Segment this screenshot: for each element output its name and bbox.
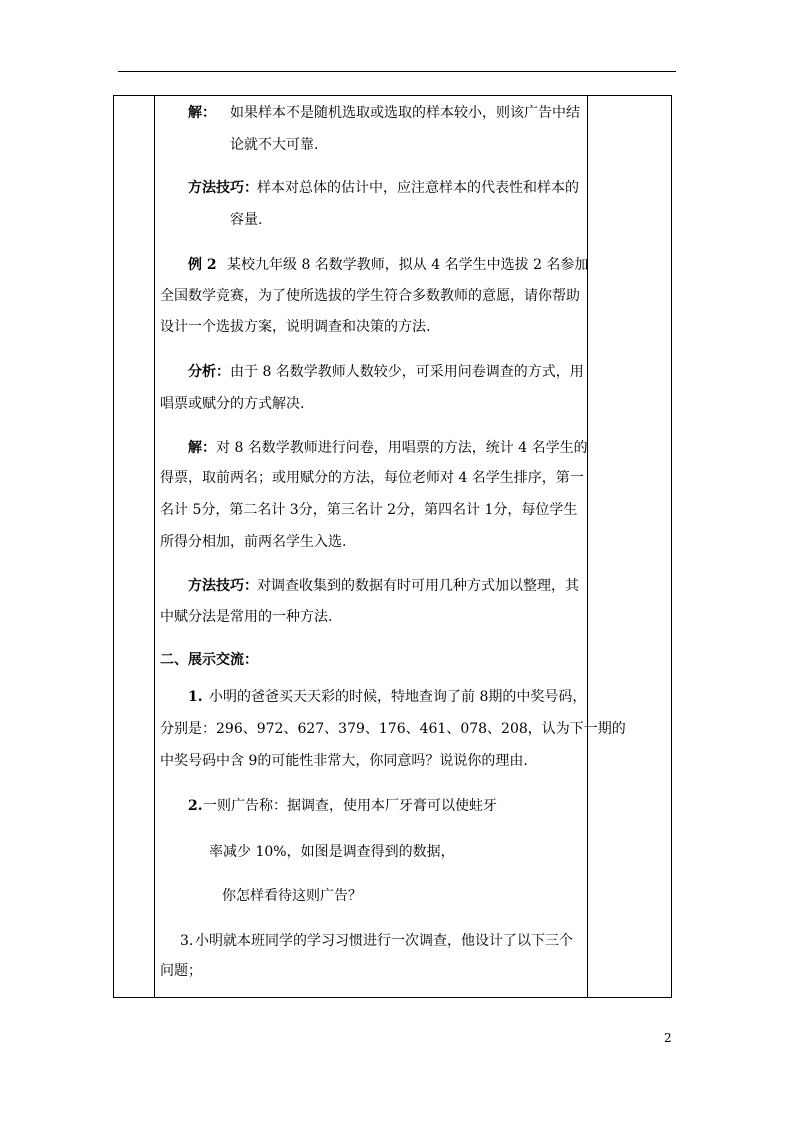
analysis-label: 分析： [188,364,230,380]
solution-text-line: 对 8 名数学教师进行问卷，用唱票的方法，统计 4 名学生的 [216,440,588,456]
example-label: 例 2 [188,257,217,273]
method-tip-label: 方法技巧： [188,578,258,594]
example-text-line: 设计一个选拔方案，说明调查和决策的方法. [160,319,431,335]
solution-text-line: 得票，取前两名；或用赋分的方法，每位老师对 4 名学生排序，第一 [160,470,584,486]
question-number: 1. [188,689,203,705]
question-text-line: 问题； [160,963,202,979]
question-text-line: 你怎样看待这则广告？ [222,888,362,904]
section-heading: 二、展示交流： [160,652,258,668]
method-tip-text-line: 容量. [230,212,263,228]
question-text-line: 小明就本班同学的学习习惯进行一次调查，他设计了以下三个 [195,933,573,949]
solution-text-line: 论就不大可靠. [230,137,319,153]
method-tip-text-line: 样本对总体的估计中，应注意样本的代表性和样本的 [257,180,579,196]
solution-text-line: 如果样本不是随机选取或选取的样本较小，则该广告中结 [230,105,580,121]
question-text-line: 小明的爸爸买天天彩的时候，特地查询了前 8期的中奖号码， [209,689,587,705]
question-text-line: 分别是：296、972、627、379、176、461、078、208，认为下一期的 [160,721,626,737]
solution-label: 解： [188,440,216,456]
page-number: 2 [664,1031,672,1045]
left-column-divider [154,96,155,997]
example-text-line: 全国数学竞赛，为了使所选拔的学生符合多数教师的意愿，请你帮助 [160,288,580,304]
solution-text-line: 所得分相加，前两名学生入选. [160,534,347,550]
question-number: 2. [188,798,203,814]
example-text-line: 某校九年级 8 名数学教师，拟从 4 名学生中选拔 2 名参加 [227,257,589,273]
method-tip-text-line: 中赋分法是常用的一种方法. [160,609,333,625]
question-text-line: 中奖号码中含 9的可能性非常大，你同意吗？说说你的理由. [160,753,528,769]
solution-text-line: 名计 5分，第二名计 3分，第三名计 2分，第四名计 1分，每位学生 [160,502,578,518]
header-rule [118,71,676,72]
question-text-line: 率减少 10%，如图是调查得到的数据， [209,844,455,860]
analysis-text-line: 由于 8 名数学教师人数较少，可采用问卷调查的方式，用 [230,364,584,380]
method-tip-label: 方法技巧： [188,180,258,196]
question-number: 3. [180,933,194,949]
method-tip-text-line: 对调查收集到的数据有时可用几种方式加以整理，其 [257,578,579,594]
analysis-text-line: 唱票或赋分的方式解决. [160,396,305,412]
solution-label: 解： [188,105,216,121]
right-column-divider [587,96,588,997]
question-text-line: 一则广告称：据调查，使用本厂牙膏可以使蛀牙 [203,798,497,814]
